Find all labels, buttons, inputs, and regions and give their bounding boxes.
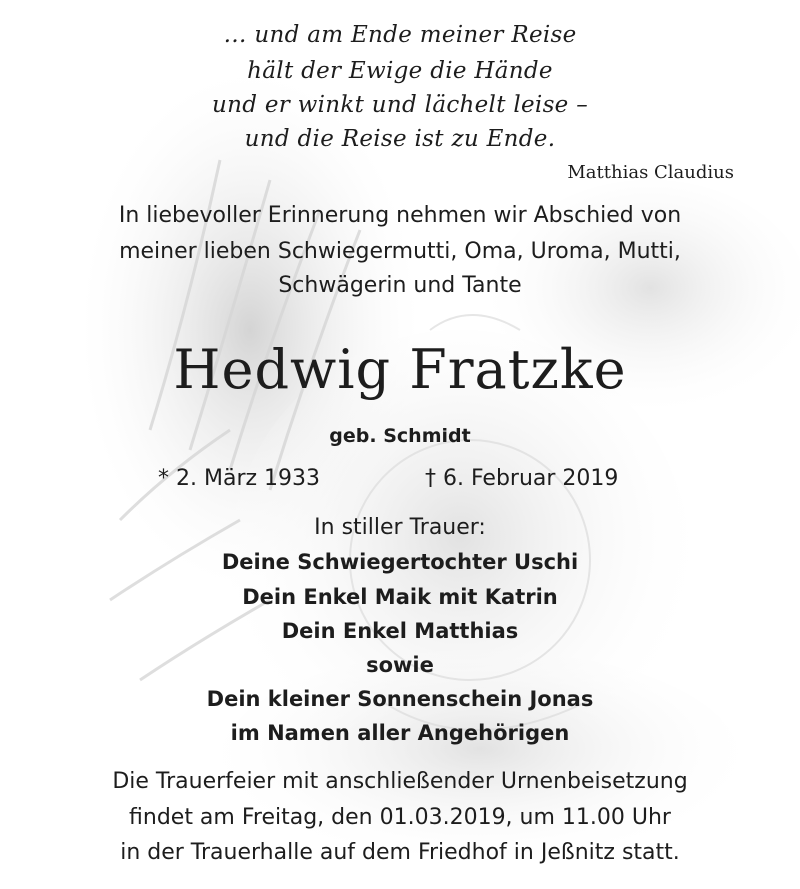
intro-line: Schwägerin und Tante	[278, 273, 522, 298]
maiden-name: geb. Schmidt	[329, 425, 471, 447]
mourner-line: Dein Enkel Maik mit Katrin	[242, 585, 558, 609]
intro-line: meiner lieben Schwiegermutti, Oma, Uroma, Mutti,	[119, 239, 681, 264]
mourner-line: Dein Enkel Matthias	[281, 619, 519, 643]
birth-date: * 2. März 1933	[158, 466, 321, 491]
mourner-line: im Namen aller Angehörigen	[230, 721, 570, 745]
intro-line: In liebevoller Erinnerung nehmen wir Abschied von	[118, 203, 682, 228]
mourner-line: sowie	[366, 653, 434, 677]
ceremony-line: in der Trauerhalle auf dem Friedhof in Jeßnitz statt.	[120, 840, 680, 865]
deceased-name: Hedwig Fratzke	[173, 338, 627, 401]
poem-line: hält der Ewige die Hände	[247, 58, 553, 84]
death-date: † 6. Februar 2019	[425, 466, 619, 491]
poem-line: … und am Ende meiner Reise	[223, 22, 577, 48]
poem-line: und die Reise ist zu Ende.	[244, 126, 556, 152]
poem-line: und er winkt und lächelt leise –	[211, 92, 589, 118]
ceremony-line: Die Trauerfeier mit anschließender Urnenbeisetzung	[112, 769, 688, 794]
mourner-line: Dein kleiner Sonnenschein Jonas	[206, 687, 594, 711]
ceremony-line: findet am Freitag, den 01.03.2019, um 11.00 Uhr	[129, 805, 671, 830]
mourners-intro: In stiller Trauer:	[314, 515, 486, 540]
poem-author: Matthias Claudius	[567, 162, 734, 183]
mourner-line: Deine Schwiegertochter Uschi	[221, 550, 579, 574]
